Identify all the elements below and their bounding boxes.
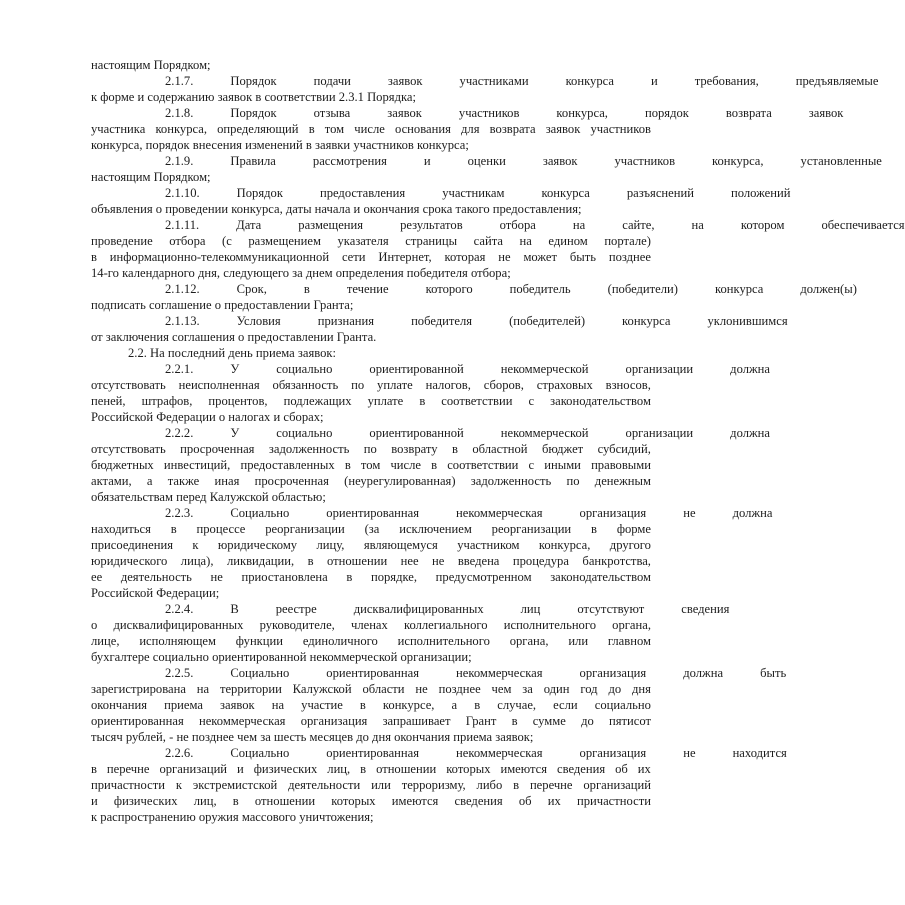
text-line: 2.2.2. У социально ориентированной некоммерческой организации должна <box>165 426 771 440</box>
text-line: отсутствовать неисполненная обязанность по уплате налогов, сборов, страховых взносов, <box>91 378 651 392</box>
text-line: к форме и содержанию заявок в соответствии 2.3.1 Порядка; <box>91 90 416 104</box>
text-line: причастности к экстремистской деятельности или терроризму, либо в перечне организаций <box>91 778 651 792</box>
text-line: от заключения соглашения о предоставлении Гранта. <box>91 330 377 344</box>
paragraph <box>91 361 771 425</box>
text-line: обязательствам перед Калужской областью; <box>91 490 326 504</box>
paragraph <box>91 505 773 601</box>
text-line: 2.2.5. Социально ориентированная некоммерческая организация должна быть <box>165 666 787 680</box>
text-line: в информационно-телекоммуникационной сети Интернет, которая не может быть позднее <box>91 250 651 264</box>
paragraph <box>91 745 787 825</box>
text-line: подписать соглашение о предоставлении Гранта; <box>91 298 354 312</box>
document-body <box>91 57 905 825</box>
text-line: объявления о проведении конкурса, даты начала и окончания срока такого предоставления; <box>91 202 582 216</box>
paragraph <box>91 313 788 345</box>
text-line: настоящим Порядком; <box>91 58 211 72</box>
paragraph <box>91 73 879 105</box>
text-line: проведение отбора (с размещением указателя страницы сайта на едином портале) <box>91 234 651 248</box>
text-line: зарегистрирована на территории Калужской области не позднее чем за один год до дня <box>91 682 651 696</box>
text-line: участника конкурса, определяющий в том числе основания для возврата заявок участников <box>91 122 651 136</box>
text-line: окончания приема заявок на участие в конкурсе, а в случае, если социально <box>91 698 651 712</box>
text-line: о дисквалифицированных руководителе, членах коллегиального исполнительного органа, <box>91 618 651 632</box>
text-line: юридического лица), ликвидации, в отношении нее не введена процедура банкротства, <box>91 554 651 568</box>
text-line: отсутствовать просроченная задолженность по возврату в областной бюджет субсидий, <box>91 442 651 456</box>
text-line: тысяч рублей, - не позднее чем за шесть месяцев до дня окончания приема заявок; <box>91 730 534 744</box>
paragraph <box>91 105 844 153</box>
text-line: 2.2.1. У социально ориентированной некоммерческой организации должна <box>165 362 771 376</box>
text-line: 14-го календарного дня, следующего за днем определения победителя отбора; <box>91 266 511 280</box>
text-line: бюджетных инвестиций, предоставленных в том числе в соответствии с иными правовыми <box>91 458 651 472</box>
text-line: 2.2.3. Социально ориентированная некоммерческая организация не должна <box>165 506 773 520</box>
text-line: бухгалтере социально ориентированной некоммерческой организации; <box>91 650 472 664</box>
text-line: к распространению оружия массового уничтожения; <box>91 810 374 824</box>
text-line: ее деятельность не приостановлена в порядке, предусмотренном законодательством <box>91 570 651 584</box>
text-line: 2.1.9. Правила рассмотрения и оценки заявок участников конкурса, установленные <box>165 154 882 168</box>
text-line: Российской Федерации о налогах и сборах; <box>91 410 324 424</box>
paragraph <box>91 185 791 217</box>
text-line: ориентированная некоммерческая организация запрашивает Грант в сумме до пятисот <box>91 714 651 728</box>
paragraph <box>91 57 651 73</box>
text-line: 2.2. На последний день приема заявок: <box>128 346 337 360</box>
text-line: 2.1.11. Дата размещения результатов отбора на сайте, на котором обеспечивается <box>165 218 905 232</box>
paragraph <box>91 281 857 313</box>
text-line: 2.1.10. Порядок предоставления участникам конкурса разъяснений положений <box>165 186 791 200</box>
text-line: находиться в процессе реорганизации (за исключением реорганизации в форме <box>91 522 651 536</box>
paragraph <box>91 345 651 361</box>
paragraph <box>91 217 905 281</box>
text-line: 2.2.6. Социально ориентированная некоммерческая организация не находится <box>165 746 787 760</box>
text-line: и физических лиц, в отношении которых имеются сведения об их причастности <box>91 794 651 808</box>
text-line: 2.1.13. Условия признания победителя (победителей) конкурса уклонившимся <box>165 314 788 328</box>
text-line: лице, исполняющем функции единоличного исполнительного органа, или главном <box>91 634 651 648</box>
paragraph <box>91 425 771 505</box>
text-line: Российской Федерации; <box>91 586 220 600</box>
paragraph <box>91 601 730 665</box>
text-line: пеней, штрафов, процентов, подлежащих уплате в соответствии с законодательством <box>91 394 651 408</box>
text-line: конкурса, порядок внесения изменений в заявки участников конкурса; <box>91 138 469 152</box>
text-line: в перечне организаций и физических лиц, в отношении которых имеются сведения об их <box>91 762 651 776</box>
paragraph <box>91 153 882 185</box>
text-line: 2.2.4. В реестре дисквалифицированных лиц отсутствуют сведения <box>165 602 730 616</box>
text-line: настоящим Порядком; <box>91 170 211 184</box>
paragraph <box>91 665 787 745</box>
text-line: 2.1.8. Порядок отзыва заявок участников конкурса, порядок возврата заявок <box>165 106 844 120</box>
text-line: присоединения к юридическому лицу, являющемуся участником конкурса, другого <box>91 538 651 552</box>
text-line: 2.1.7. Порядок подачи заявок участниками конкурса и требования, предъявляемые <box>165 74 879 88</box>
text-line: 2.1.12. Срок, в течение которого победитель (победители) конкурса должен(ы) <box>165 282 857 296</box>
text-line: актами, а также иная просроченная (неурегулированная) задолженность по денежным <box>91 474 651 488</box>
